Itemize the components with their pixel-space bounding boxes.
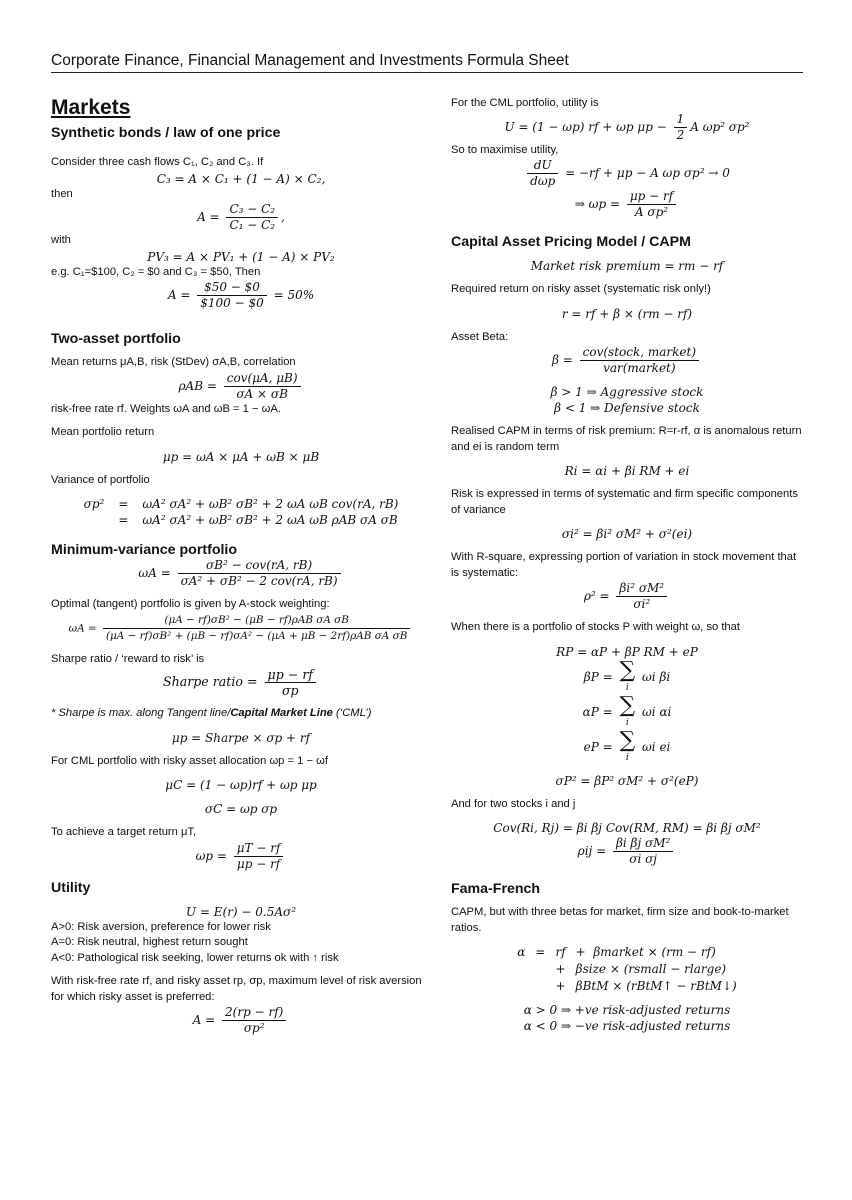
synthetic-eq2: A = $\frac{\text{C₃ − C₂}}{\text{C₁ − C₂}}$ , <box>197 202 285 232</box>
utility-eq: U = E(r) − 0.5Aσ² <box>185 904 297 919</box>
two-stocks-label: And for two stocks i and j <box>451 797 576 810</box>
minvar-title: Minimum-variance portfolio <box>51 542 238 558</box>
left-column <box>51 96 431 1036</box>
rho-ij-eq: ρij = $\frac{\text{βi βj σM²}}{\text{σi σj}}$ <box>451 836 803 867</box>
asset-beta-label: Asset Beta: <box>451 330 509 343</box>
synthetic-example: e.g. C₁=$100, C₂ = $0 and C₃ = $50, Then <box>51 265 261 278</box>
cml-utility-intro: For the CML portfolio, utility is <box>451 97 599 109</box>
variance-eq: σp² = ωA² σA² + ωB² σB² + 2 ωA ωB cov(rA, rB) = ωA² σA² + ωB² σB² + 2 ωA ωB ρAB σA σB <box>83 497 399 527</box>
max-aversion-eq: A = $\frac{2(rp - rf)}{\text{σp²}}$ <box>51 1005 431 1036</box>
sigc-eq: σC = ωp σp <box>204 802 278 816</box>
utility-item-3: A<0: Pathological risk seeking, lower returns ok with ↑ risk <box>51 951 339 964</box>
alpha-negative: α < 0 ⇒ −ve risk-adjusted returns <box>523 1019 731 1033</box>
mean-return-eq: μp = ωA × μA + ωB × μB <box>162 449 320 464</box>
variance-label: Variance of portfolio <box>51 473 150 486</box>
rsquare-eq: ρ² = $\frac{\text{βi² σM²}}{\text{σi²}}$ <box>451 581 803 612</box>
synthetic-eq4: A = $\frac{\$50 - \$0}{\$100 - \$0}$ = 50% <box>167 280 315 310</box>
portfolio-variance-eq: σP² = βP² σM² + σ²(eP) <box>555 773 699 788</box>
synthetic-then: then <box>51 187 73 200</box>
two-asset-line1: Mean returns μA,B, risk (StDev) σA,B, correlation <box>51 356 296 368</box>
two-asset-title: Two-asset portfolio <box>51 331 181 347</box>
realised-capm-eq: Ri = αi + βi RM + ei <box>564 464 690 478</box>
fama-french-eq: α = rf + βmarket × (rm − rf) + βsize × (rsmall − rlarge) + βBtM × (rBtM↑ − rBtM↓) <box>517 945 737 993</box>
target-label: To achieve a target return μT, <box>51 826 197 838</box>
rsquare-label: With R-square, expressing portion of variation in stock movement that is systematic: <box>451 551 797 579</box>
synthetic-with: with <box>51 234 71 246</box>
target-eq: ωp = $\frac{\mu T - rf}{\mu p - rf}$ <box>51 841 431 872</box>
risk-components-label: Risk is expressed in terms of systematic and firm specific components of variance <box>451 488 798 516</box>
cml-utility-eq: U = (1 − ωp) rf + ωp μp − $\frac{1}{2}$ A ωp² σp² <box>504 111 750 142</box>
beta-aggressive: β > 1 ⇒ Aggressive stock <box>550 385 704 399</box>
fama-french-title: Fama-French <box>451 881 541 897</box>
risk-components-eq: σi² = βi² σM² + σ²(ei) <box>561 527 693 541</box>
sharpe-note: * Sharpe is max. along Tangent line/Capital Market Line (‘CML’) <box>51 707 372 719</box>
right-column <box>451 96 803 1034</box>
optimal-weight-eq: ⇒ ωp = $\frac{\mu p - rf}{\text{A σp²}}$ <box>451 189 803 220</box>
beta-eq: β = $\frac{\text{cov(stock, market)}}{\text{var(market)}}$ <box>451 345 803 376</box>
synthetic-intro: Consider three cash flows C₁, C₂ and C₃. If <box>51 156 264 168</box>
portfolio-alpha-eq: αP = ∑ i ωi αi <box>582 692 672 728</box>
muc-eq: μC = (1 − ωp)rf + ωp μp <box>165 778 317 792</box>
required-return-label: Required return on risky asset (systematic risk only!) <box>451 283 711 295</box>
synthetic-eq1: C₃ = A × C₁ + (1 − A) × C₂, <box>156 171 326 186</box>
sheet-header: Corporate Finance, Financial Management and Investments Formula Sheet <box>51 52 803 73</box>
utility-item-1: A>0: Risk aversion, preference for lower risk <box>51 920 271 933</box>
mean-return-label: Mean portfolio return <box>51 426 155 438</box>
markets-title: Markets <box>51 96 131 119</box>
risk-premium-eq: Market risk premium = rm − rf <box>530 259 724 273</box>
utility-item-2: A=0: Risk neutral, highest return sought <box>51 936 248 948</box>
utility-title: Utility <box>51 879 91 896</box>
sharpe-label: Sharpe ratio / ‘reward to risk’ is <box>51 652 205 665</box>
max-aversion-text: With risk-free rate rf, and risky asset rp, σp, maximum level of risk aversion for which risky asset is preferred: <box>51 975 422 1003</box>
maximise-label: So to maximise utility, <box>451 143 559 156</box>
fama-french-text: CAPM, but with three betas for market, firm size and book-to-market ratios. <box>451 906 789 934</box>
capm-title: Capital Asset Pricing Model / CAPM <box>451 234 691 250</box>
portfolio-error-eq: eP = ∑ i ωi ei <box>583 727 671 763</box>
beta-defensive: β < 1 ⇒ Defensive stock <box>554 401 700 415</box>
tangent-eq: ωA = $\frac{\text{(μA − rf)σB² − (μB − rf)ρAB σA σB}}{\text{(μA − rf)σB² + (μB − rf)σA² − (μA + μB − 2rf)ρAB σA σB}}$ <box>51 613 431 644</box>
tangent-label: Optimal (tangent) portfolio is given by A-stock weighting: <box>51 598 330 610</box>
alpha-positive: α > 0 ⇒ +ve risk-adjusted returns <box>523 1003 731 1017</box>
cml-eq: μp = Sharpe × σp + rf <box>171 730 311 745</box>
two-asset-line2: risk-free rate rf. Weights ωA and ωB = 1 − ωA. <box>51 402 281 415</box>
correlation-eq: ρAB = $\frac{\text{cov(μA, μB)}}{\sigma A \times \sigma B}$ <box>51 371 431 402</box>
sharpe-eq: Sharpe ratio = $\frac{\mu p - rf}{\sigma p}$ <box>51 667 431 698</box>
covariance-eq: Cov(Ri, Rj) = βi βj Cov(RM, RM) = βi βj σM² <box>493 821 761 835</box>
cml-alloc-label: For CML portfolio with risky asset allocation ωp = 1 − ωf <box>51 754 328 767</box>
minvar-eq: ωA = $\frac{\text{σB² − cov(rA, rB)}}{\text{σA² + σB² − 2 cov(rA, rB)}}$ <box>51 558 431 589</box>
portfolio-return-eq: RP = αP + βP RM + eP <box>556 644 698 659</box>
portfolio-label: When there is a portfolio of stocks P with weight ω, so that <box>451 621 740 633</box>
required-return-eq: r = rf + β × (rm − rf) <box>561 306 693 321</box>
derivative-eq: $\frac{dU}{\text{dωp}}$ = −rf + μp − A ωp σp² → 0 <box>451 158 803 189</box>
synthetic-eq3: PV₃ = A × PV₁ + (1 − A) × PV₂ <box>147 249 335 264</box>
synthetic-title: Synthetic bonds / law of one price <box>51 125 281 141</box>
portfolio-beta-eq: βP = ∑ i ωi βi <box>583 657 671 693</box>
realised-capm-label: Realised CAPM in terms of risk premium: R=r-rf, α is anomalous return and ei is random term <box>451 425 802 453</box>
